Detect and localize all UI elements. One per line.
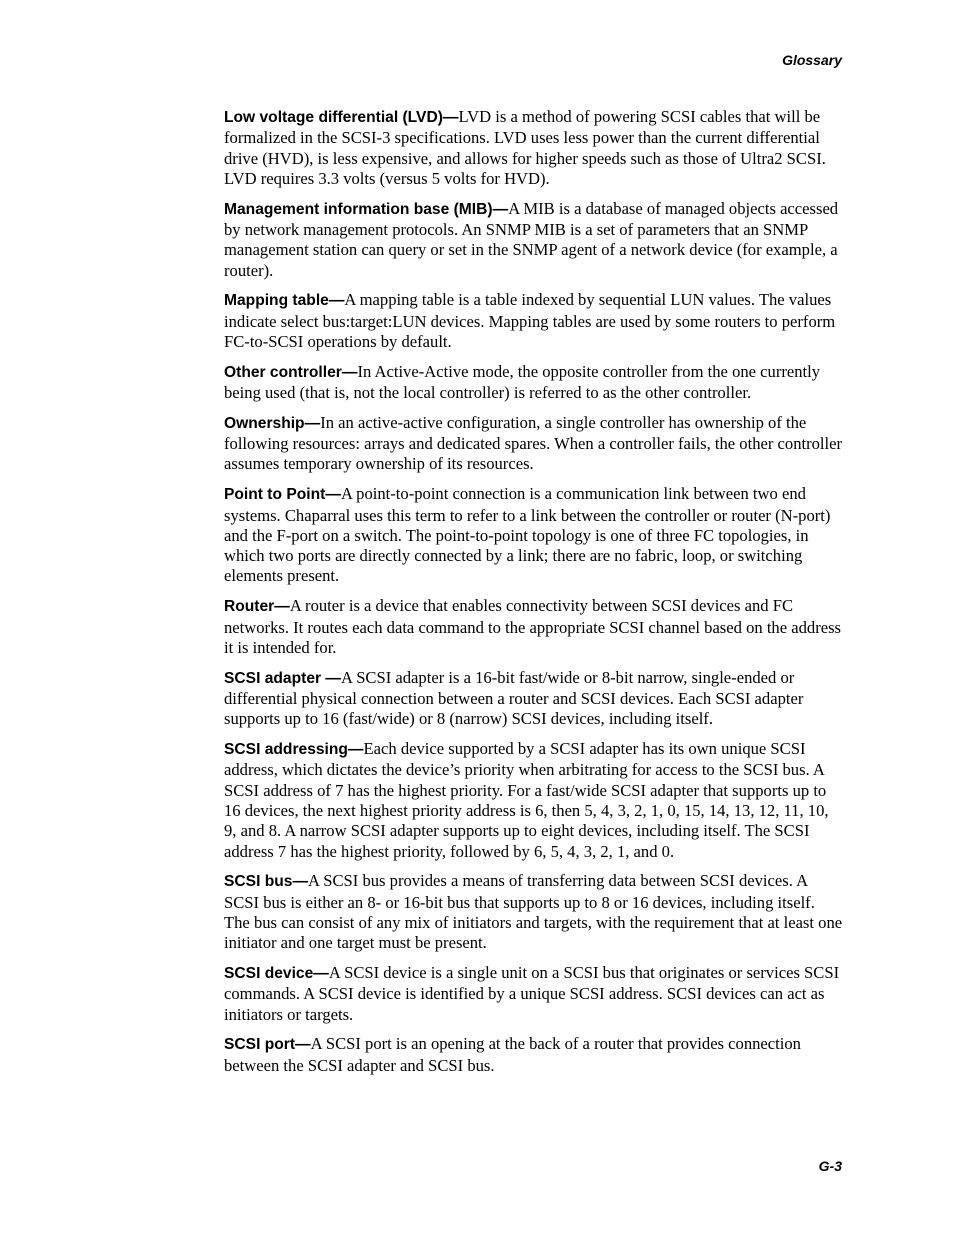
page-number: G-3 [818,1158,842,1174]
glossary-term: Management information base (MIB)— [224,200,509,218]
glossary-entry-scsi-addressing [224,739,844,862]
glossary-term: Point to Point— [224,486,341,504]
glossary-term: SCSI device— [224,964,329,982]
glossary-term: Other controller— [224,363,358,381]
glossary-definition: A MIB is a database of managed objects accessed by network management protocols. An SNMP MIB is a set of parameters that an SNMP management station can query or set in the SNMP agent of a network device (for example, a router). [224,198,839,280]
glossary-entry-mib [224,199,844,281]
glossary-entries [224,107,844,1085]
glossary-definition: A SCSI adapter is a 16-bit fast/wide or 8-bit narrow, single-ended or differential physical connection between a router and SCSI devices. Each SCSI adapter supports up to 16 (fast/wide) or 8 (narrow) SCSI devices, including itself. [224,667,804,729]
glossary-definition: A point-to-point connection is a communication link between two end systems. Chaparral uses this term to refer to a link between the controller or router (N-port) and the F-port on a switch. The point-to-point topology is one of three FC topologies, in which two ports are directly connected by a link; there are no fabric, loop, or switching elements present. [224,484,831,586]
glossary-definition: A router is a device that enables connectivity between SCSI devices and FC networks. It routes each data command to the appropriate SCSI channel based on the address it is intended for. [224,596,842,657]
glossary-entry-scsi-device [224,963,844,1025]
glossary-entry-ownership [224,413,844,475]
glossary-entry-router [224,596,844,658]
glossary-definition: In an active-active configuration, a single controller has ownership of the following resources: arrays and dedicated spares. When a controller fails, the other controller assumes temporary ownership of its resources. [224,412,843,474]
glossary-entry-scsi-adapter [224,668,844,730]
glossary-term: Ownership— [224,414,321,432]
glossary-entry-mapping-table [224,290,844,352]
glossary-definition: In Active-Active mode, the opposite controller from the one currently being used (that is, not the local controller) is referred to as the other controller. [224,361,821,403]
glossary-term: SCSI bus— [224,873,309,891]
glossary-entry-other-controller [224,362,844,404]
glossary-definition: A mapping table is a table indexed by sequential LUN values. The values indicate select bus:target:LUN devices. Mapping tables are used by some routers to perform FC-to-SCSI operations by default. [224,290,836,351]
glossary-term: Router— [224,598,290,616]
glossary-entry-scsi-bus [224,871,844,953]
glossary-entry-lvd [224,107,844,189]
glossary-term: Mapping table— [224,292,345,310]
glossary-definition: A SCSI port is an opening at the back of a router that provides connection between the SCSI adapter and SCSI bus. [224,1034,801,1075]
glossary-definition: A SCSI bus provides a means of transferring data between SCSI devices. A SCSI bus is either an 8- or 16-bit bus that supports up to 8 or 16 devices, including itself. The bus can consist of any mix of initiators and targets, with the requirement that at least one initiator and one target must be present. [224,871,843,953]
glossary-term: Low voltage differential (LVD)— [224,109,459,126]
glossary-entry-scsi-port [224,1034,844,1076]
running-header-title: Glossary [782,52,842,68]
glossary-definition: Each device supported by a SCSI adapter has its own unique SCSI address, which dictates the device’s priority when arbitrating for access to the SCSI bus. A SCSI address of 7 has the highest priority. For a fast/wide SCSI adapter that supports up to 16 devices, the next highest priority address is 6, then 5, 4, 3, 2, 1, 0, 15, 14, 13, 12, 11, 10, 9, and 8. A narrow SCSI adapter supports up to eight devices, including itself. The SCSI address 7 has the highest priority, followed by 6, 5, 4, 3, 2, 1, and 0. [224,739,829,861]
glossary-term: SCSI addressing— [224,741,364,759]
glossary-entry-point-to-point [224,484,844,586]
glossary-term: SCSI port— [224,1036,311,1054]
glossary-term: SCSI adapter — [224,669,341,687]
glossary-definition: A SCSI device is a single unit on a SCSI bus that originates or services SCSI commands. A SCSI device is identified by a unique SCSI address. SCSI devices can act as initiators or targets. [224,962,840,1024]
glossary-definition: LVD is a method of powering SCSI cables that will be formalized in the SCSI-3 specifications. LVD uses less power than the current differential drive (HVD), is less expensive, and allows for higher speeds such as those of Ultra2 SCSI. LVD requires 3.3 volts (versus 5 volts for HVD). [224,107,826,188]
